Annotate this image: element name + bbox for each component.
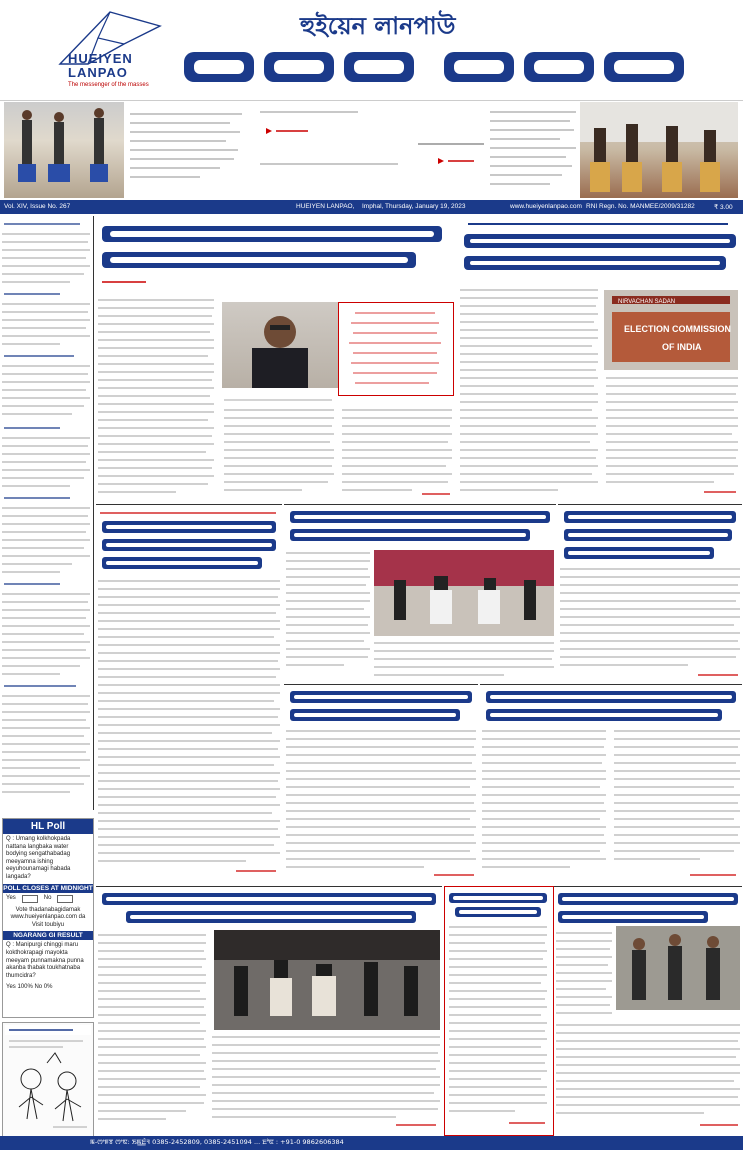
lead-quote-box <box>338 302 454 396</box>
poll-question: Q : Umang kolkhokpada nattana langbaka water bodying sengathabadag meeyamna ishing eeyuhounamagi habada langada? <box>6 836 71 880</box>
lead-body-right <box>222 404 454 500</box>
svg-text:NIRVACHAN SADAN: NIRVACHAN SADAN <box>618 299 676 305</box>
poll-result-values: Yes 100% No 0% <box>6 984 53 991</box>
price: ₹ 3.00 <box>714 204 733 211</box>
masthead <box>0 0 743 100</box>
teaser-text-4 <box>490 108 580 194</box>
lead-body-left <box>96 294 216 500</box>
poll-no-box[interactable] <box>57 895 73 903</box>
story-bottom-middle[interactable] <box>444 886 554 1136</box>
website-link[interactable]: www.hueiyenlanpao.com <box>510 203 582 210</box>
teaser-photo-left[interactable] <box>4 102 124 198</box>
teaser-link-3[interactable] <box>418 138 488 168</box>
svg-text:ELECTION COMMISSION: ELECTION COMMISSION <box>624 324 732 334</box>
masthead-title-meitei <box>176 42 696 96</box>
poll-no-label: No <box>43 894 52 901</box>
svg-text:OF INDIA: OF INDIA <box>662 342 702 352</box>
poll-vote-note[interactable]: Vote thadanabagidamak www.hueiyenlanpao.com da Visit toubiyu <box>10 906 86 928</box>
right-lead-body-2 <box>604 372 740 500</box>
story-second-middle-photo[interactable] <box>374 550 554 636</box>
election-commission-photo[interactable] <box>604 290 738 370</box>
teaser-text-2 <box>258 108 408 194</box>
brand-name: HUEIYEN LANPAO <box>68 51 133 80</box>
teaser-text-1 <box>130 110 248 183</box>
lead-photo-caption <box>222 390 340 400</box>
paper-name: HUEIYEN LANPAO, <box>296 203 355 210</box>
story-bottom-right[interactable] <box>554 886 742 1135</box>
poll-header-strip <box>4 808 90 818</box>
dateline: Imphal, Thursday, January 19, 2023 <box>362 203 466 210</box>
story-third-middle[interactable] <box>284 684 478 885</box>
footer-contact: ꯃ-ꯁꯦꯝꯕ ꯁꯦꯟ: ꯏꯃ꯭ꯐꯥꯜ 0385-2452809, 0385-2451094 ... ꯐꯣꯟ : +91-0 9862606384 <box>90 1138 344 1146</box>
masthead-title-bengali: হুইয়েন লানপাউ <box>300 11 456 40</box>
right-lead-body <box>458 284 600 500</box>
lead-portrait-photo[interactable] <box>222 302 338 388</box>
poll-result-question: Q : Manipurgi chinggi maru kokthokrapagi mayokta meeyam punnamakna punna akanba thabak toukhatnaba thumcidra? <box>6 942 84 979</box>
poll-yes-label: Yes <box>6 894 16 901</box>
brand-tagline: The messenger of the masses <box>68 82 149 88</box>
teaser-photo-right[interactable] <box>580 102 738 198</box>
story-bottom-photo[interactable] <box>214 930 440 1030</box>
story-second-left[interactable] <box>96 504 282 885</box>
lead-headline[interactable] <box>96 216 454 294</box>
story-bottom-right-photo[interactable] <box>616 926 740 1010</box>
poll-title: HL Poll <box>3 819 93 834</box>
edition-bar <box>0 200 743 214</box>
story-second-right[interactable] <box>558 504 742 683</box>
rni-number: RNI Regn. No. MANMEE/2009/31282 <box>586 203 695 210</box>
poll-result-head: NGARANG GI RESULT <box>3 931 93 940</box>
left-news-column <box>0 216 94 810</box>
story-third-right[interactable] <box>480 684 742 885</box>
volume-issue: Vol. XIV, Issue No. 267 <box>4 203 71 210</box>
right-lead-headline[interactable] <box>458 216 742 282</box>
footer-bar <box>0 1136 743 1150</box>
editorial-cartoon[interactable] <box>2 1022 94 1140</box>
hl-poll-box <box>2 818 94 1018</box>
poll-yes-box[interactable] <box>22 895 38 903</box>
poll-closes: POLL CLOSES AT MIDNIGHT <box>3 884 93 892</box>
